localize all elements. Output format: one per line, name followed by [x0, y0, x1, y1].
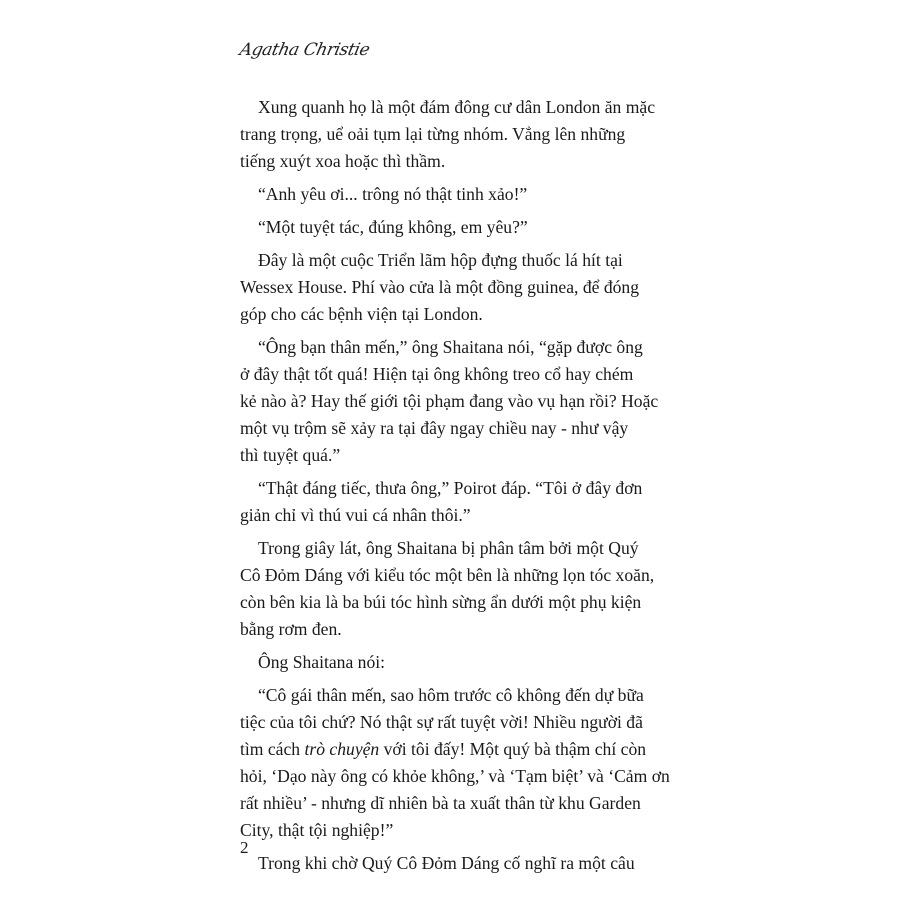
italic-phrase: trò chuyện — [304, 739, 380, 759]
text-line: Trong khi chờ Quý Cô Đỏm Dáng cố nghĩ ra một câu — [258, 853, 635, 873]
paragraph — [240, 247, 662, 328]
paragraph — [240, 535, 662, 643]
text-line: hỏi, ‘Dạo này ông có khỏe không,’ và ‘Tạm biệt’ và ‘Cảm ơn — [240, 766, 670, 786]
text-line: Ông Shaitana nói: — [258, 652, 386, 672]
text-line-with-italic: tìm cách trò chuyện với tôi đấy! Một quý bà thậm chí còn — [240, 739, 647, 759]
text-line: giản chỉ vì thú vui cá nhân thôi.” — [240, 505, 471, 525]
text-line: góp cho các bệnh viện tại London. — [240, 304, 483, 324]
text-line: rất nhiều’ - nhưng dĩ nhiên bà ta xuất thân từ khu Garden — [240, 793, 641, 813]
text-line: “Một tuyệt tác, đúng không, em yêu?” — [258, 217, 528, 237]
text-line: thì tuyệt quá.” — [240, 445, 341, 465]
text-line: Đây là một cuộc Triển lãm hộp đựng thuốc lá hít tại — [258, 250, 623, 270]
text-line: tiệc của tôi chứ? Nó thật sự rất tuyệt vời! Nhiều người đã — [240, 712, 643, 732]
text-line: “Ông bạn thân mến,” ông Shaitana nói, “gặp được ông — [258, 337, 643, 357]
paragraph — [240, 649, 662, 676]
page-number: 2 — [240, 838, 249, 857]
text-line: một vụ trộm sẽ xảy ra tại đây ngay chiều nay - như vậy — [240, 418, 629, 438]
paragraph — [240, 334, 662, 469]
text-line: “Thật đáng tiếc, thưa ông,” Poirot đáp. “Tôi ở đây đơn — [258, 478, 643, 498]
body-text — [240, 94, 670, 877]
author-signature: Agatha Christie — [237, 40, 372, 60]
paragraph — [240, 94, 662, 175]
text-line: kẻ nào à? Hay thế giới tội phạm đang vào vụ hạn rồi? Hoặc — [240, 391, 659, 411]
paragraph — [240, 682, 670, 844]
text-line: “Anh yêu ơi... trông nó thật tinh xảo!” — [258, 184, 528, 204]
text-line: tiếng xuýt xoa hoặc thì thầm. — [240, 151, 446, 171]
text-line: Xung quanh họ là một đám đông cư dân London ăn mặc — [258, 97, 656, 117]
text-line: ở đây thật tốt quá! Hiện tại ông không treo cổ hay chém — [240, 364, 634, 384]
paragraph — [240, 850, 662, 877]
paragraph — [240, 181, 662, 208]
text-line: Wessex House. Phí vào cửa là một đồng guinea, để đóng — [240, 277, 640, 297]
text-line: bằng rơm đen. — [240, 619, 342, 639]
text-line: “Cô gái thân mến, sao hôm trước cô không đến dự bữa — [258, 685, 644, 705]
text-line: trang trọng, uể oải tụm lại từng nhóm. Vẳng lên những — [240, 124, 626, 144]
paragraph — [240, 475, 662, 529]
paragraph — [240, 214, 662, 241]
text-line: Cô Đỏm Dáng với kiểu tóc một bên là những lọn tóc xoăn, — [240, 565, 655, 585]
text-line: City, thật tội nghiệp!” — [240, 820, 394, 840]
text-line: còn bên kia là ba búi tóc hình sừng ẩn dưới một phụ kiện — [240, 592, 642, 612]
text-line: Trong giây lát, ông Shaitana bị phân tâm bởi một Quý — [258, 538, 639, 558]
